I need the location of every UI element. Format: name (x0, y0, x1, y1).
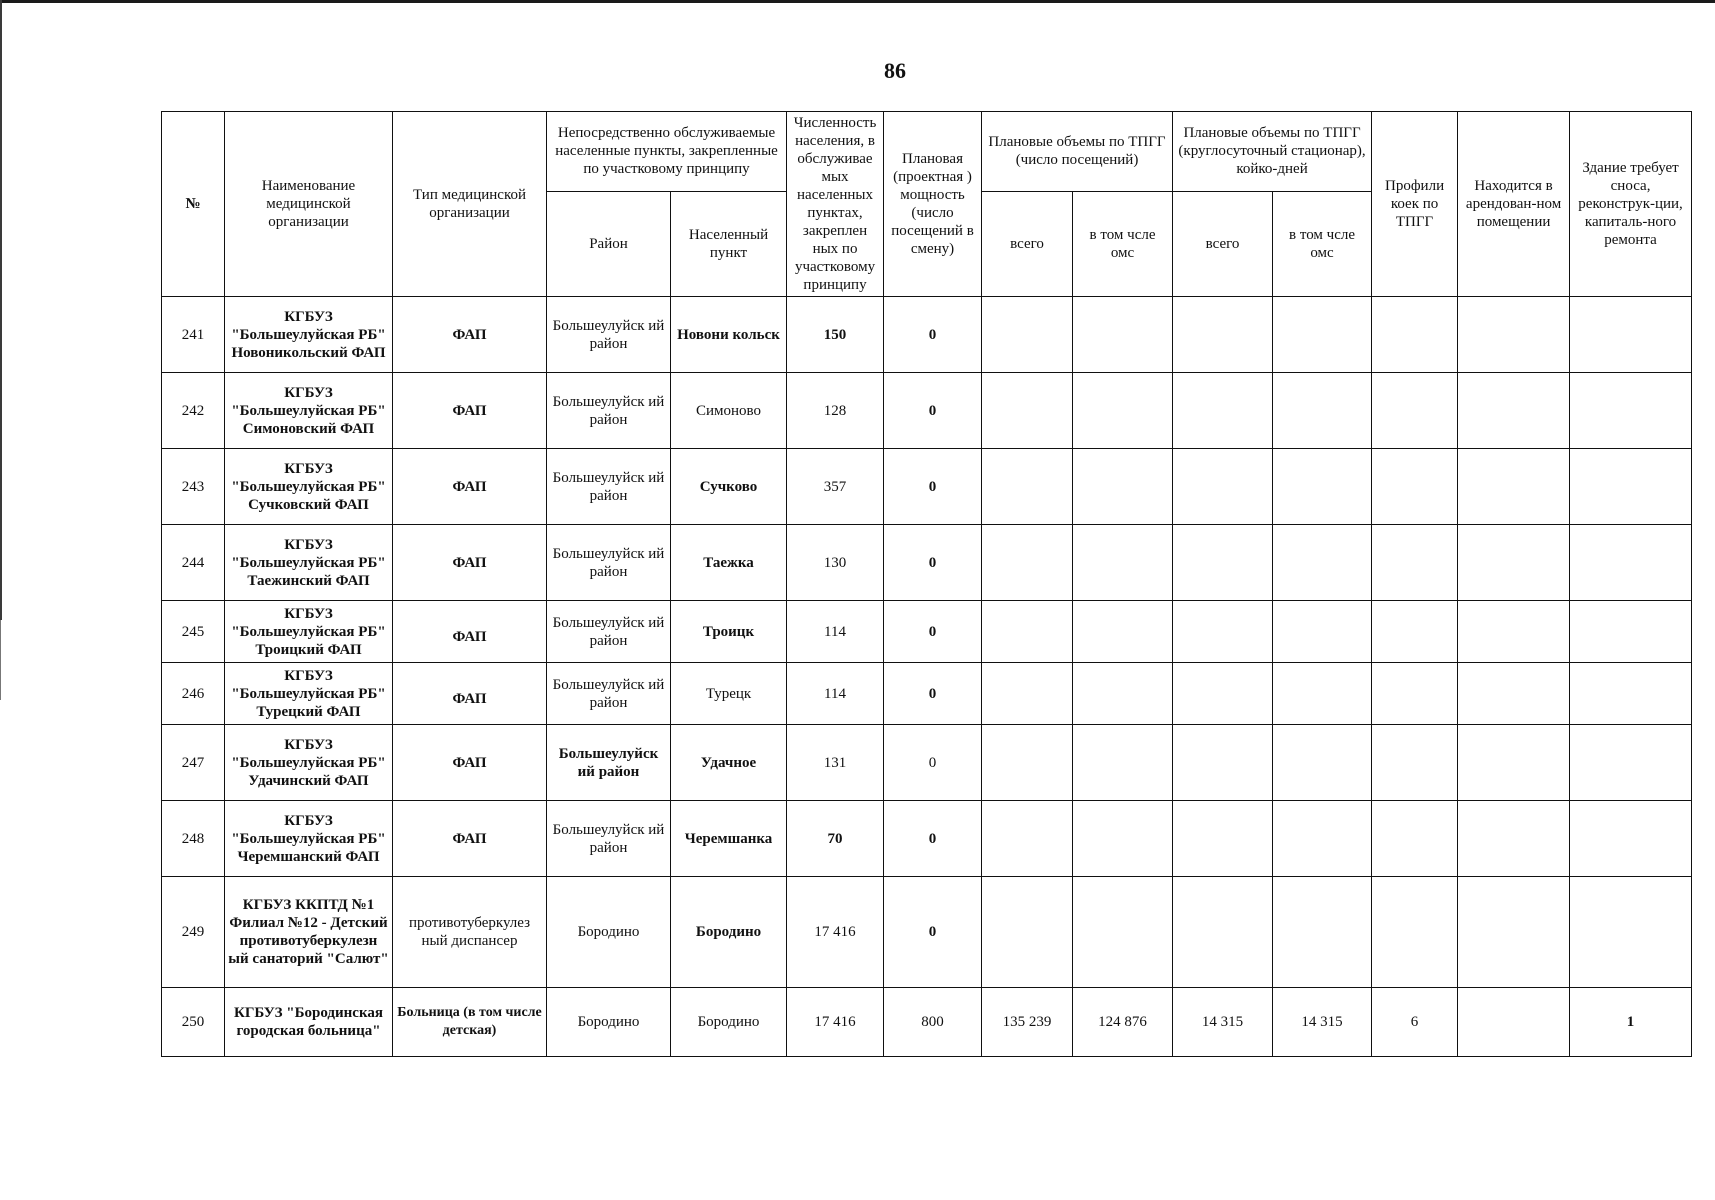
cell-district: Бородино (547, 877, 671, 988)
cell-inpatient-oms: 14 315 (1273, 988, 1372, 1057)
cell-demolition (1570, 725, 1692, 801)
table-row (162, 877, 1692, 988)
cell-visits-total (982, 801, 1073, 877)
cell-rented (1458, 988, 1570, 1057)
cell-beds (1372, 663, 1458, 725)
cell-demolition (1570, 663, 1692, 725)
cell-inpatient-total (1173, 801, 1273, 877)
cell-inpatient-total (1173, 525, 1273, 601)
cell-settlement: Турецк (671, 663, 787, 725)
cell-settlement: Сучково (671, 449, 787, 525)
cell-visits-total (982, 525, 1073, 601)
cell-settlement: Симоново (671, 373, 787, 449)
cell-district: Большеулуйск ий район (547, 373, 671, 449)
header-name: Наименование медицинской организации (225, 112, 393, 297)
cell-population: 17 416 (787, 988, 884, 1057)
cell-visits-oms (1073, 725, 1173, 801)
cell-type: Больница (в том числе детская) (393, 988, 547, 1057)
cell-name: КГБУЗ "Большеулуйская РБ" Удачинский ФАП (225, 725, 393, 801)
header-type: Тип медицинской организации (393, 112, 547, 297)
cell-capacity: 0 (884, 525, 982, 601)
cell-demolition (1570, 801, 1692, 877)
cell-population: 150 (787, 297, 884, 373)
header-settlement: Населенный пункт (671, 191, 787, 296)
table-row (162, 297, 1692, 373)
cell-inpatient-oms (1273, 525, 1372, 601)
cell-beds (1372, 725, 1458, 801)
cell-visits-total (982, 663, 1073, 725)
cell-inpatient-oms (1273, 449, 1372, 525)
cell-rented (1458, 601, 1570, 663)
cell-capacity: 0 (884, 725, 982, 801)
cell-settlement: Новони кольск (671, 297, 787, 373)
cell-beds (1372, 373, 1458, 449)
cell-rented (1458, 373, 1570, 449)
cell-name: КГБУЗ "Большеулуйская РБ" Симоновский ФАП (225, 373, 393, 449)
cell-visits-total (982, 877, 1073, 988)
data-table (161, 111, 1692, 1057)
header-served-group: Непосредственно обслуживаемые населенные пункты, закрепленные по участковому принципу (547, 112, 787, 192)
cell-district: Большеулуйск ий район (547, 663, 671, 725)
cell-inpatient-total (1173, 725, 1273, 801)
cell-inpatient-total (1173, 601, 1273, 663)
cell-visits-total (982, 449, 1073, 525)
cell-type: ФАП (393, 725, 547, 801)
cell-district: Большеулуйск ий район (547, 601, 671, 663)
cell-beds: 6 (1372, 988, 1458, 1057)
scan-edge-top (0, 0, 1715, 3)
cell-visits-total (982, 601, 1073, 663)
cell-visits-oms (1073, 297, 1173, 373)
cell-type: ФАП (393, 663, 547, 725)
header-num: № (162, 112, 225, 297)
table-row (162, 601, 1692, 663)
cell-beds (1372, 525, 1458, 601)
cell-type: ФАП (393, 525, 547, 601)
cell-capacity: 0 (884, 801, 982, 877)
cell-beds (1372, 297, 1458, 373)
cell-inpatient-oms (1273, 601, 1372, 663)
cell-demolition (1570, 449, 1692, 525)
cell-type: ФАП (393, 449, 547, 525)
cell-rented (1458, 663, 1570, 725)
cell-capacity: 0 (884, 297, 982, 373)
cell-settlement: Бородино (671, 988, 787, 1057)
cell-inpatient-oms (1273, 801, 1372, 877)
cell-num: 242 (162, 373, 225, 449)
cell-population: 131 (787, 725, 884, 801)
header-visits-oms: в том чсле омс (1073, 191, 1173, 296)
cell-type: ФАП (393, 601, 547, 663)
cell-visits-total: 135 239 (982, 988, 1073, 1057)
table-row (162, 525, 1692, 601)
header-rented: Находится в арендован-ном помещении (1458, 112, 1570, 297)
table-row (162, 449, 1692, 525)
cell-type: ФАП (393, 801, 547, 877)
cell-name: КГБУЗ "Бородинская городская больница" (225, 988, 393, 1057)
cell-num: 245 (162, 601, 225, 663)
cell-population: 128 (787, 373, 884, 449)
cell-population: 357 (787, 449, 884, 525)
cell-district: Бородино (547, 988, 671, 1057)
cell-visits-oms (1073, 373, 1173, 449)
cell-district: Большеулуйск ий район (547, 801, 671, 877)
cell-beds (1372, 877, 1458, 988)
cell-name: КГБУЗ "Большеулуйская РБ" Черемшанский ФАП (225, 801, 393, 877)
cell-rented (1458, 801, 1570, 877)
cell-visits-oms (1073, 601, 1173, 663)
cell-num: 249 (162, 877, 225, 988)
cell-inpatient-total (1173, 877, 1273, 988)
header-visits-group: Плановые объемы по ТПГГ (число посещений) (982, 112, 1173, 192)
cell-settlement: Бородино (671, 877, 787, 988)
cell-visits-oms (1073, 449, 1173, 525)
cell-capacity: 800 (884, 988, 982, 1057)
cell-num: 243 (162, 449, 225, 525)
cell-name: КГБУЗ "Большеулуйская РБ" Турецкий ФАП (225, 663, 393, 725)
cell-demolition (1570, 601, 1692, 663)
table-header (162, 112, 1692, 297)
table-row (162, 373, 1692, 449)
cell-district: Большеулуйск ий район (547, 525, 671, 601)
cell-rented (1458, 725, 1570, 801)
scan-edge-left-lower (0, 620, 1, 700)
cell-inpatient-total: 14 315 (1173, 988, 1273, 1057)
table-body (162, 297, 1692, 1057)
cell-num: 244 (162, 525, 225, 601)
cell-settlement: Таежка (671, 525, 787, 601)
scan-edge-left (0, 0, 2, 620)
cell-type: противотуберкулез ный диспансер (393, 877, 547, 988)
cell-inpatient-total (1173, 297, 1273, 373)
cell-inpatient-oms (1273, 297, 1372, 373)
cell-district: Большеулуйск ий район (547, 725, 671, 801)
cell-inpatient-total (1173, 449, 1273, 525)
cell-rented (1458, 297, 1570, 373)
cell-demolition: 1 (1570, 988, 1692, 1057)
cell-visits-oms (1073, 877, 1173, 988)
cell-name: КГБУЗ "Большеулуйская РБ" Троицкий ФАП (225, 601, 393, 663)
cell-name: КГБУЗ ККПТД №1 Филиал №12 - Детский противотуберкулезн ый санаторий "Салют" (225, 877, 393, 988)
cell-visits-oms (1073, 525, 1173, 601)
cell-demolition (1570, 525, 1692, 601)
cell-rented (1458, 449, 1570, 525)
cell-inpatient-total (1173, 663, 1273, 725)
cell-inpatient-oms (1273, 373, 1372, 449)
cell-name: КГБУЗ "Большеулуйская РБ" Новоникольский ФАП (225, 297, 393, 373)
cell-demolition (1570, 373, 1692, 449)
cell-visits-total (982, 297, 1073, 373)
header-inpatient-group: Плановые объемы по ТПГГ (круглосуточный стационар), койко-дней (1173, 112, 1372, 192)
cell-district: Большеулуйск ий район (547, 297, 671, 373)
cell-demolition (1570, 297, 1692, 373)
cell-inpatient-total (1173, 373, 1273, 449)
table-row (162, 663, 1692, 725)
header-inpatient-oms: в том чсле омс (1273, 191, 1372, 296)
header-population: Численность населения, в обслуживае мых населенных пунктах, закреплен ных по участковому принципу (787, 112, 884, 297)
cell-inpatient-oms (1273, 663, 1372, 725)
cell-beds (1372, 801, 1458, 877)
table-row (162, 988, 1692, 1057)
cell-inpatient-oms (1273, 725, 1372, 801)
cell-name: КГБУЗ "Большеулуйская РБ" Таежинский ФАП (225, 525, 393, 601)
cell-settlement: Троицк (671, 601, 787, 663)
table-row (162, 725, 1692, 801)
cell-beds (1372, 601, 1458, 663)
cell-capacity: 0 (884, 449, 982, 525)
header-beds: Профили коек по ТПГГ (1372, 112, 1458, 297)
cell-inpatient-oms (1273, 877, 1372, 988)
cell-visits-total (982, 725, 1073, 801)
cell-beds (1372, 449, 1458, 525)
table-row (162, 801, 1692, 877)
cell-visits-oms: 124 876 (1073, 988, 1173, 1057)
cell-rented (1458, 877, 1570, 988)
cell-type: ФАП (393, 373, 547, 449)
cell-visits-oms (1073, 663, 1173, 725)
cell-settlement: Удачное (671, 725, 787, 801)
cell-num: 247 (162, 725, 225, 801)
header-capacity: Плановая (проектная ) мощность (число посещений в смену) (884, 112, 982, 297)
cell-demolition (1570, 877, 1692, 988)
cell-population: 114 (787, 601, 884, 663)
cell-visits-oms (1073, 801, 1173, 877)
cell-capacity: 0 (884, 877, 982, 988)
header-demolition: Здание требует сноса, реконструк-ции, капиталь-ного ремонта (1570, 112, 1692, 297)
cell-type: ФАП (393, 297, 547, 373)
cell-name: КГБУЗ "Большеулуйская РБ" Сучковский ФАП (225, 449, 393, 525)
cell-capacity: 0 (884, 663, 982, 725)
header-inpatient-total: всего (1173, 191, 1273, 296)
page-number: 86 (884, 58, 906, 83)
cell-capacity: 0 (884, 601, 982, 663)
cell-num: 248 (162, 801, 225, 877)
cell-settlement: Черемшанка (671, 801, 787, 877)
cell-num: 246 (162, 663, 225, 725)
cell-num: 250 (162, 988, 225, 1057)
cell-population: 17 416 (787, 877, 884, 988)
cell-population: 114 (787, 663, 884, 725)
cell-capacity: 0 (884, 373, 982, 449)
cell-population: 70 (787, 801, 884, 877)
cell-visits-total (982, 373, 1073, 449)
cell-district: Большеулуйск ий район (547, 449, 671, 525)
cell-rented (1458, 525, 1570, 601)
cell-population: 130 (787, 525, 884, 601)
header-visits-total: всего (982, 191, 1073, 296)
cell-num: 241 (162, 297, 225, 373)
header-district: Район (547, 191, 671, 296)
